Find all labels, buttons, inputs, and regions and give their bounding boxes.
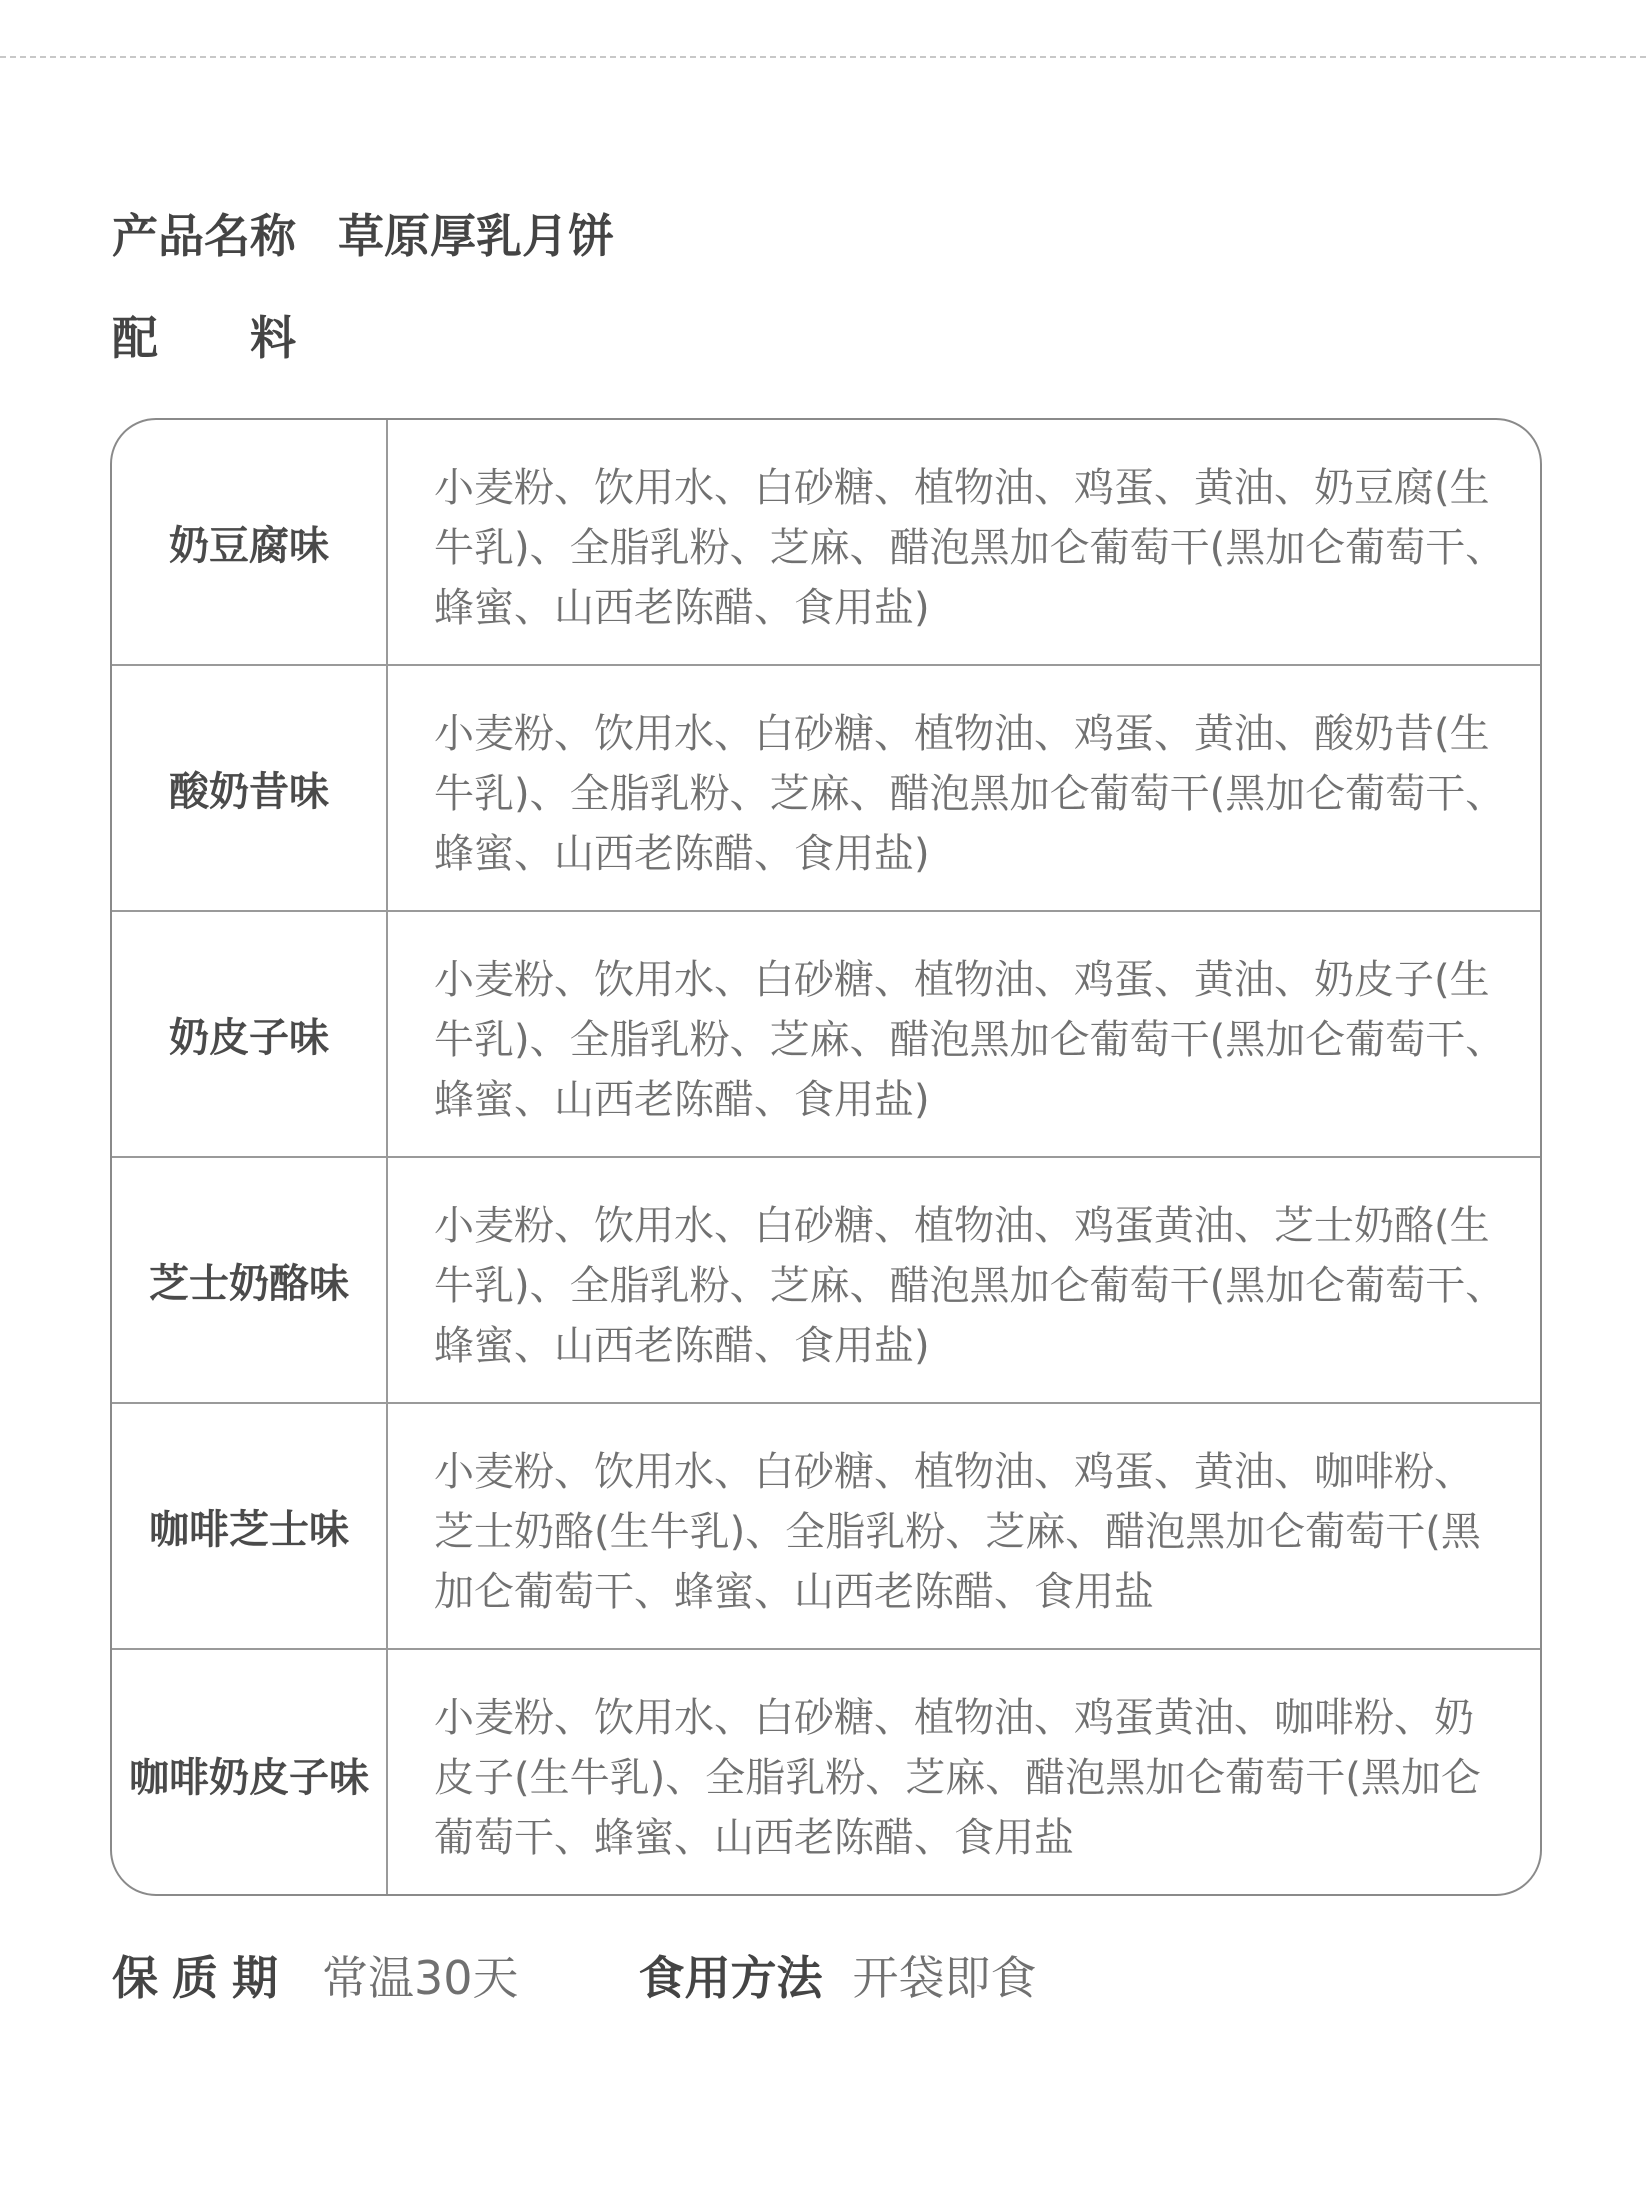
- shelf-life-value: 常温30天: [322, 1951, 519, 2005]
- flavor-cell: 咖啡奶皮子味: [112, 1650, 388, 1896]
- ingredient-cell: 小麦粉、饮用水、白砂糖、植物油、鸡蛋黄油、咖啡粉、奶皮子(生牛乳)、全脂乳粉、芝麻、醋泡黑加仑葡萄干(黑加仑葡萄干、蜂蜜、山西老陈醋、食用盐: [434, 1695, 1481, 1861]
- shelf-life-label: 保质期: [112, 1951, 292, 2005]
- usage-value: 开袋即食: [852, 1951, 1037, 2005]
- table-row: [112, 1158, 1540, 1404]
- ingredients-table: [110, 418, 1542, 1896]
- table-row: [112, 1404, 1540, 1650]
- flavor-cell: 奶皮子味: [112, 912, 388, 1156]
- ingredient-cell: 小麦粉、饮用水、白砂糖、植物油、鸡蛋黄油、芝士奶酪(生牛乳)、全脂乳粉、芝麻、醋泡黑加仑葡萄干(黑加仑葡萄干、蜂蜜、山西老陈醋、食用盐): [434, 1203, 1506, 1369]
- footer-info: [112, 1942, 1037, 2008]
- usage-label: 食用方法: [638, 1951, 823, 2005]
- table-row: [112, 1650, 1540, 1896]
- dashed-divider: [0, 56, 1646, 58]
- flavor-cell: 奶豆腐味: [112, 420, 388, 664]
- ingredient-cell: 小麦粉、饮用水、白砂糖、植物油、鸡蛋、黄油、奶皮子(生牛乳)、全脂乳粉、芝麻、醋泡黑加仑葡萄干(黑加仑葡萄干、蜂蜜、山西老陈醋、食用盐): [434, 957, 1506, 1123]
- ingredients-heading: 配料: [112, 311, 388, 365]
- ingredient-cell: 小麦粉、饮用水、白砂糖、植物油、鸡蛋、黄油、酸奶昔(生牛乳)、全脂乳粉、芝麻、醋泡黑加仑葡萄干(黑加仑葡萄干、蜂蜜、山西老陈醋、食用盐): [434, 711, 1506, 877]
- ingredient-cell: 小麦粉、饮用水、白砂糖、植物油、鸡蛋、黄油、咖啡粉、芝士奶酪(生牛乳)、全脂乳粉、芝麻、醋泡黑加仑葡萄干(黑加仑葡萄干、蜂蜜、山西老陈醋、食用盐: [434, 1449, 1481, 1615]
- product-name-label: 产品名称: [112, 209, 296, 263]
- flavor-cell: 咖啡芝士味: [112, 1404, 388, 1648]
- usage-block: [639, 1942, 1037, 2008]
- product-name-value: 草原厚乳月饼: [338, 209, 615, 263]
- table-row: [112, 912, 1540, 1158]
- product-name-line: [112, 200, 614, 266]
- flavor-cell: 酸奶昔味: [112, 666, 388, 910]
- ingredient-cell: 小麦粉、饮用水、白砂糖、植物油、鸡蛋、黄油、奶豆腐(生牛乳)、全脂乳粉、芝麻、醋泡黑加仑葡萄干(黑加仑葡萄干、蜂蜜、山西老陈醋、食用盐): [434, 465, 1506, 631]
- flavor-cell: 芝士奶酪味: [112, 1158, 388, 1402]
- table-row: [112, 420, 1540, 666]
- table-row: [112, 666, 1540, 912]
